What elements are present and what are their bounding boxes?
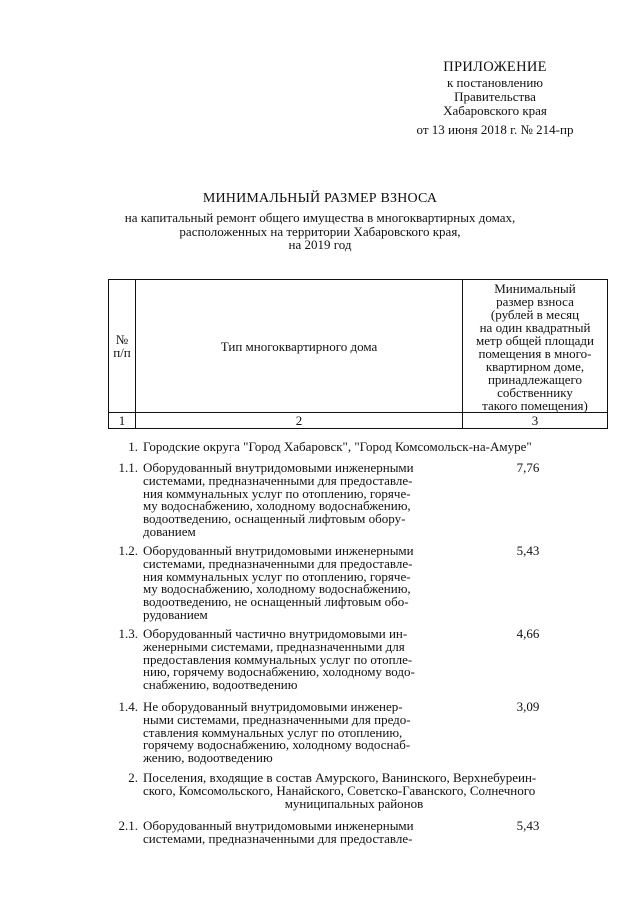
row-number: 1.4. <box>118 699 138 714</box>
title-sub-1: на капитальный ремонт общего имущества в многоквартирных домах, <box>124 210 516 225</box>
appendix-header <box>395 58 595 137</box>
row-text: Оборудованный внутридомовыми инженерными системами, предназначенными для предоставле- ния коммунальных услуг по отоплению, горяче- му водоснабжению, холодному водоснабжению, водоотведению, оснащенный лифтовым обору- дованием <box>143 460 414 539</box>
row-number: 2.1. <box>118 818 138 833</box>
appendix-line-2: Правительства <box>454 89 536 104</box>
row-number: 2. <box>128 770 138 785</box>
title-sub-3: на 2019 год <box>288 237 352 252</box>
row-number: 1.3. <box>118 626 138 641</box>
appendix-line-1: к постановлению <box>446 75 544 90</box>
appendix-line-3: Хабаровского края <box>443 103 547 118</box>
header-num-2: 2 <box>136 413 463 429</box>
row-value: 4,66 <box>516 626 540 641</box>
row-value: 7,76 <box>516 460 540 475</box>
row-text: Оборудованный частично внутридомовыми ин- женерными системами, предназначенными для предоставления коммунальных услуг по отопле- нию, горячему водоснабжению, холодному водо- снабжению, водоотведению <box>143 626 415 693</box>
appendix-heading: ПРИЛОЖЕНИЕ <box>443 59 547 75</box>
row-text: Городские округа "Город Хабаровск", "Город Комсомольск-на-Амуре" <box>143 439 532 454</box>
row-value: 5,43 <box>516 818 540 833</box>
title-main: МИНИМАЛЬНЫЙ РАЗМЕР ВЗНОСА <box>202 191 438 206</box>
row-value: 5,43 <box>516 543 540 558</box>
document-title <box>110 190 530 252</box>
row-number: 1.1. <box>118 460 138 475</box>
header-num-3: 3 <box>463 413 608 429</box>
row-text: Не оборудованный внутридомовыми инженер- ными системами, предназначенными для предо- ставления коммунальных услуг по отоплению, горячему водоснабжению, холодному водоснаб- жению, водоотведению <box>143 699 411 766</box>
header-col-number: № п/п <box>109 280 136 413</box>
row-number: 1.2. <box>118 543 138 558</box>
appendix-date: от 13 июня 2018 г. № 214-пр <box>416 122 574 137</box>
row-text: Оборудованный внутридомовыми инженерными системами, предназначенными для предоставле- ния коммунальных услуг по отоплению, горяче- му водоснабжению, холодному водоснабжению, водоотведению, не оснащенный лифтовым обо- рудованием <box>143 543 414 622</box>
header-col-type: Тип многоквартирного дома <box>136 280 463 413</box>
table-header <box>108 279 608 429</box>
row-text: Оборудованный внутридомовыми инженерными системами, предназначенными для предоставле- <box>143 818 414 846</box>
header-col-rate: Минимальный размер взноса (рублей в месяц на один квадратный метр общей площади помещения в много- квартирном доме, принадлежащего собственнику такого помещения) <box>463 280 608 413</box>
row-number: 1. <box>128 439 138 454</box>
title-sub-2: расположенных на территории Хабаровского края, <box>179 223 461 239</box>
row-value: 3,09 <box>516 699 540 714</box>
row-text: Поселения, входящие в состав Амурского, Ванинского, Верхнебуреин- ского, Комсомольского, Нанайского, Советско-Гаванского, Солнечного муниципальных районов <box>143 770 537 811</box>
header-num-1: 1 <box>109 413 136 429</box>
